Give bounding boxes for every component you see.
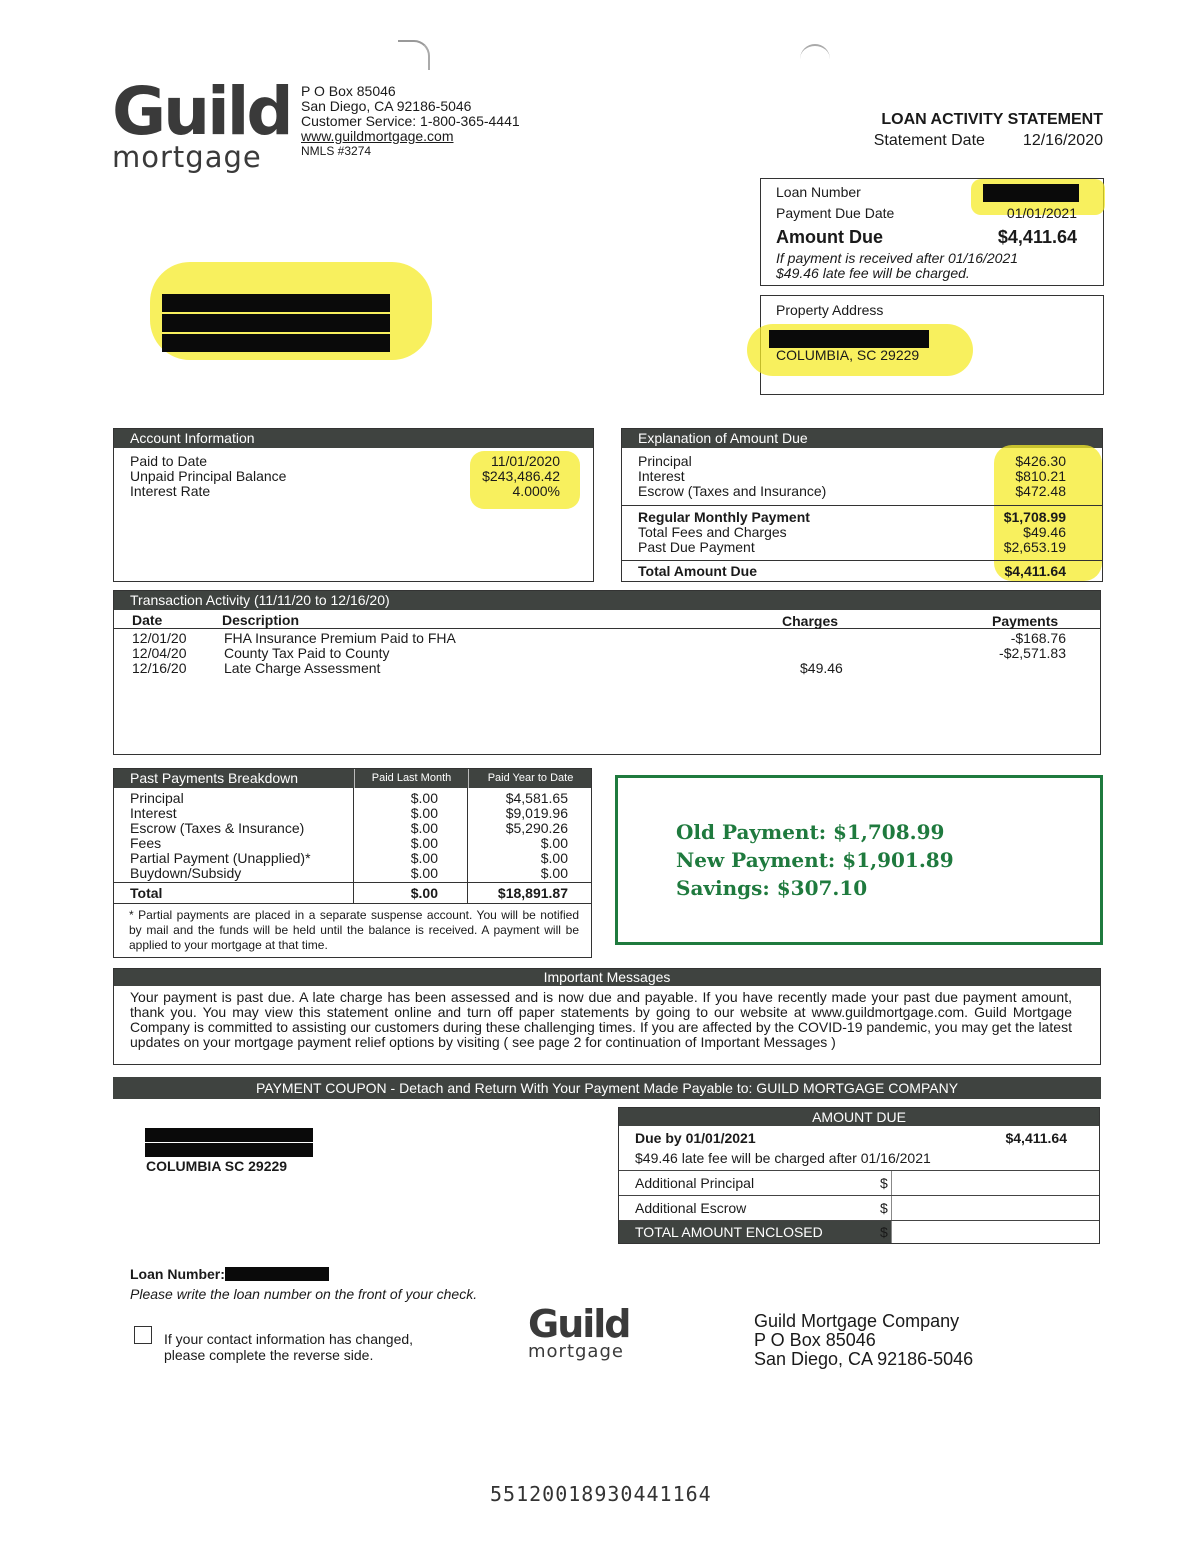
unpaid-principal-value: $243,486.42 xyxy=(482,468,560,484)
past-payments-header: Past Payments Breakdown xyxy=(130,770,299,786)
txn-date: 12/01/20 xyxy=(132,630,187,646)
txn-payment: -$168.76 xyxy=(1010,630,1066,646)
explanation-subtotal-rows xyxy=(638,510,1066,555)
contact-changed-checkbox[interactable] xyxy=(134,1326,152,1344)
txn-charge: $49.46 xyxy=(800,660,843,676)
additional-principal-input[interactable] xyxy=(880,1171,1101,1195)
remit-address xyxy=(754,1312,973,1369)
important-messages-header: Important Messages xyxy=(114,969,1100,986)
total-enclosed-input[interactable] xyxy=(880,1221,1101,1243)
property-address-box xyxy=(760,295,1104,395)
important-messages-text: Your payment is past due. A late charge has been assessed and is now due and payable. If you have recently made your past due payment amount, thank you. You may view this statement online and turn off paper statements by going to our website at www.guildmortgage.com. Guild Mortgage Company is committed to assisting our customers during these challenging times. If you are affected by the COVID-19 pandemic, you may get the latest updates on your mortgage payment relief options by visiting ( see page 2 for continuation of Important Messages ) xyxy=(130,989,1072,1050)
transaction-activity-header: Transaction Activity (11/11/20 to 12/16/20) xyxy=(114,591,1100,610)
ppb-last-month: $.00 xyxy=(410,790,438,806)
additional-principal-row xyxy=(619,1170,1099,1195)
coupon-city: COLUMBIA SC 29229 xyxy=(146,1158,288,1174)
coupon-name-redacted xyxy=(145,1128,313,1142)
ppb-label: Fees xyxy=(130,835,162,851)
ppb-last-month: $.00 xyxy=(410,805,438,821)
loan-summary-box xyxy=(760,178,1104,286)
principal-value: $426.30 xyxy=(1015,453,1066,469)
regular-monthly-payment-value: $1,708.99 xyxy=(1003,509,1066,525)
ppb-label: Buydown/Subsidy xyxy=(130,865,242,881)
coupon-late-note: $49.46 late fee will be charged after 01/16/2021 xyxy=(635,1150,931,1166)
transaction-activity-panel xyxy=(113,590,1101,755)
ppb-last-month: $.00 xyxy=(410,850,438,866)
ppb-last-month: $.00 xyxy=(410,835,438,851)
customer-service-phone: Customer Service: 1-800-365-4441 xyxy=(301,113,520,129)
loan-number-redacted xyxy=(983,184,1079,202)
dollar-sign: $ xyxy=(880,1200,888,1216)
dollar-sign: $ xyxy=(880,1224,888,1240)
company-address-block xyxy=(301,84,520,159)
additional-principal-label: Additional Principal xyxy=(635,1175,755,1191)
loan-number-label: Loan Number xyxy=(776,184,861,200)
statement-title: LOAN ACTIVITY STATEMENT xyxy=(881,111,1103,128)
property-address-label: Property Address xyxy=(776,302,884,318)
company-logo xyxy=(112,73,292,174)
coupon-logo-guild: Guild xyxy=(528,1302,630,1346)
payment-due-date-label: Payment Due Date xyxy=(776,205,895,221)
recipient-street-redacted xyxy=(162,314,390,332)
additional-escrow-label: Additional Escrow xyxy=(635,1200,747,1216)
total-amount-due-label: Total Amount Due xyxy=(638,563,757,579)
coupon-amount-box xyxy=(618,1107,1100,1244)
col-paid-ytd: Paid Year to Date xyxy=(468,769,592,788)
dollar-sign: $ xyxy=(880,1175,888,1191)
coupon-loan-number-note: Please write the loan number on the front of your check. xyxy=(130,1286,478,1302)
property-city: COLUMBIA, SC 29229 xyxy=(776,347,920,363)
table-row xyxy=(114,791,591,806)
logo-mortgage-text: mortgage xyxy=(112,140,262,174)
statement-header xyxy=(820,110,1103,152)
late-fee-note-line-2: $49.46 late fee will be charged. xyxy=(776,265,970,281)
table-row xyxy=(114,836,591,851)
coupon-due-amount: $4,411.64 xyxy=(1005,1130,1067,1146)
amount-due-label: Amount Due xyxy=(776,227,883,247)
recipient-city-redacted xyxy=(162,334,390,352)
ocr-scanline: 55120018930441164 xyxy=(490,1482,712,1506)
total-enclosed-label: TOTAL AMOUNT ENCLOSED xyxy=(635,1224,823,1240)
total-fees-label: Total Fees and Charges xyxy=(638,524,787,540)
contact-changed-line-1: If your contact information has changed, xyxy=(164,1331,414,1347)
principal-label: Principal xyxy=(638,453,692,469)
nmls-number: NMLS #3274 xyxy=(301,144,372,158)
unpaid-principal-label: Unpaid Principal Balance xyxy=(130,468,287,484)
savings-text: Savings: $307.10 xyxy=(676,876,868,900)
table-row xyxy=(114,806,591,821)
property-street-redacted xyxy=(769,330,929,348)
additional-escrow-input[interactable] xyxy=(880,1196,1101,1220)
ppb-total-label: Total xyxy=(130,885,163,901)
remit-address-line-1: P O Box 85046 xyxy=(754,1330,876,1350)
paid-to-date-value: 11/01/2020 xyxy=(490,453,560,469)
txn-description: County Tax Paid to County xyxy=(224,645,390,661)
payment-due-date-value: 01/01/2021 xyxy=(1006,205,1077,221)
company-address-line-2: San Diego, CA 92186-5046 xyxy=(301,98,472,114)
contact-changed-line-2: please complete the reverse side. xyxy=(164,1347,374,1363)
interest-rate-value: 4.000% xyxy=(512,483,560,499)
ppb-ytd: $9,019.96 xyxy=(505,805,568,821)
ppb-total-ytd: $18,891.87 xyxy=(497,885,568,901)
coupon-logo xyxy=(528,1302,648,1362)
ppb-last-month: $.00 xyxy=(410,820,438,836)
account-information-rows xyxy=(130,454,560,499)
ppb-label: Interest xyxy=(130,805,177,821)
coupon-due-by: Due by 01/01/2021 xyxy=(635,1130,756,1146)
ppb-footnote: * Partial payments are placed in a separate suspense account. You will be notified by mail and the funds will be held until the balance is received. A payment will be applied to your mortgage at that time. xyxy=(129,908,579,952)
explanation-amount-due-panel xyxy=(621,428,1103,582)
ppb-total-row xyxy=(114,885,591,901)
payment-savings-annotation xyxy=(615,775,1103,945)
ppb-ytd: $.00 xyxy=(540,850,568,866)
important-messages-panel xyxy=(113,968,1101,1065)
txn-description: FHA Insurance Premium Paid to FHA xyxy=(224,630,456,646)
explanation-rows xyxy=(638,454,1066,499)
col-paid-last-month: Paid Last Month xyxy=(354,769,468,788)
coupon-street-redacted xyxy=(145,1143,313,1157)
company-address-line-1: P O Box 85046 xyxy=(301,83,396,99)
logo-guild-text: Guild xyxy=(112,73,291,150)
ppb-ytd: $4,581.65 xyxy=(505,790,568,806)
table-row xyxy=(114,821,591,836)
coupon-loan-number xyxy=(130,1266,329,1282)
coupon-amount-header: AMOUNT DUE xyxy=(619,1108,1099,1126)
txn-date: 12/04/20 xyxy=(132,645,187,661)
col-description: Description xyxy=(222,612,300,628)
txn-description: Late Charge Assessment xyxy=(224,660,381,676)
late-fee-note xyxy=(776,251,1018,281)
total-enclosed-row xyxy=(619,1220,1099,1243)
coupon-loan-number-redacted xyxy=(225,1267,329,1281)
statement-date-value: 12/16/2020 xyxy=(1022,132,1103,149)
interest-value: $810.21 xyxy=(1015,468,1066,484)
coupon-loan-number-label: Loan Number: xyxy=(130,1266,225,1282)
ppb-ytd: $.00 xyxy=(540,835,568,851)
payment-coupon-banner: PAYMENT COUPON - Detach and Return With Your Payment Made Payable to: GUILD MORTGAGE COMPANY xyxy=(113,1077,1101,1099)
total-fees-value: $49.46 xyxy=(1023,524,1066,540)
account-information-header: Account Information xyxy=(114,429,593,448)
ppb-label: Escrow (Taxes & Insurance) xyxy=(130,820,305,836)
table-row xyxy=(114,866,591,881)
scan-mark-left xyxy=(398,40,430,70)
col-charges: Charges xyxy=(782,613,839,629)
old-payment-text: Old Payment: $1,708.99 xyxy=(676,820,945,844)
remit-name: Guild Mortgage Company xyxy=(754,1311,960,1331)
escrow-value: $472.48 xyxy=(1015,483,1066,499)
amount-due-value: $4,411.64 xyxy=(997,227,1077,247)
paid-to-date-label: Paid to Date xyxy=(130,453,208,469)
ppb-ytd: $5,290.26 xyxy=(505,820,568,836)
table-row xyxy=(114,851,591,866)
new-payment-text: New Payment: $1,901.89 xyxy=(676,848,954,872)
col-payments: Payments xyxy=(992,613,1059,629)
remit-address-line-2: San Diego, CA 92186-5046 xyxy=(754,1349,974,1369)
coupon-logo-mortgage: mortgage xyxy=(528,1341,624,1362)
late-fee-note-line-1: If payment is received after 01/16/2021 xyxy=(776,250,1019,266)
past-due-payment-label: Past Due Payment xyxy=(638,539,755,555)
ppb-total-last: $.00 xyxy=(410,885,438,901)
txn-date: 12/16/20 xyxy=(132,660,187,676)
past-payments-rows xyxy=(114,791,591,881)
transaction-columns xyxy=(114,610,1100,629)
explanation-header: Explanation of Amount Due xyxy=(622,429,1102,448)
additional-escrow-row xyxy=(619,1195,1099,1220)
account-information-panel xyxy=(113,428,594,582)
table-row xyxy=(114,661,1100,676)
interest-rate-label: Interest Rate xyxy=(130,483,211,499)
recipient-name-redacted xyxy=(162,294,390,312)
past-payments-panel xyxy=(113,768,592,958)
statement-date-label: Statement Date xyxy=(873,132,985,149)
total-amount-due-value: $4,411.64 xyxy=(1004,563,1066,579)
ppb-label: Partial Payment (Unapplied)* xyxy=(130,850,311,866)
ppb-last-month: $.00 xyxy=(410,865,438,881)
company-website-link[interactable]: www.guildmortgage.com xyxy=(301,128,454,144)
interest-label: Interest xyxy=(638,468,685,484)
col-date: Date xyxy=(132,612,163,628)
scan-mark-right xyxy=(800,44,830,60)
regular-monthly-payment-label: Regular Monthly Payment xyxy=(638,509,810,525)
escrow-label: Escrow (Taxes and Insurance) xyxy=(638,483,827,499)
txn-payment: -$2,571.83 xyxy=(999,645,1066,661)
ppb-ytd: $.00 xyxy=(540,865,568,881)
past-due-payment-value: $2,653.19 xyxy=(1003,539,1066,555)
contact-changed-text xyxy=(164,1331,413,1363)
ppb-label: Principal xyxy=(130,790,184,806)
transaction-rows xyxy=(114,631,1100,676)
table-row xyxy=(114,631,1100,646)
table-row xyxy=(114,646,1100,661)
